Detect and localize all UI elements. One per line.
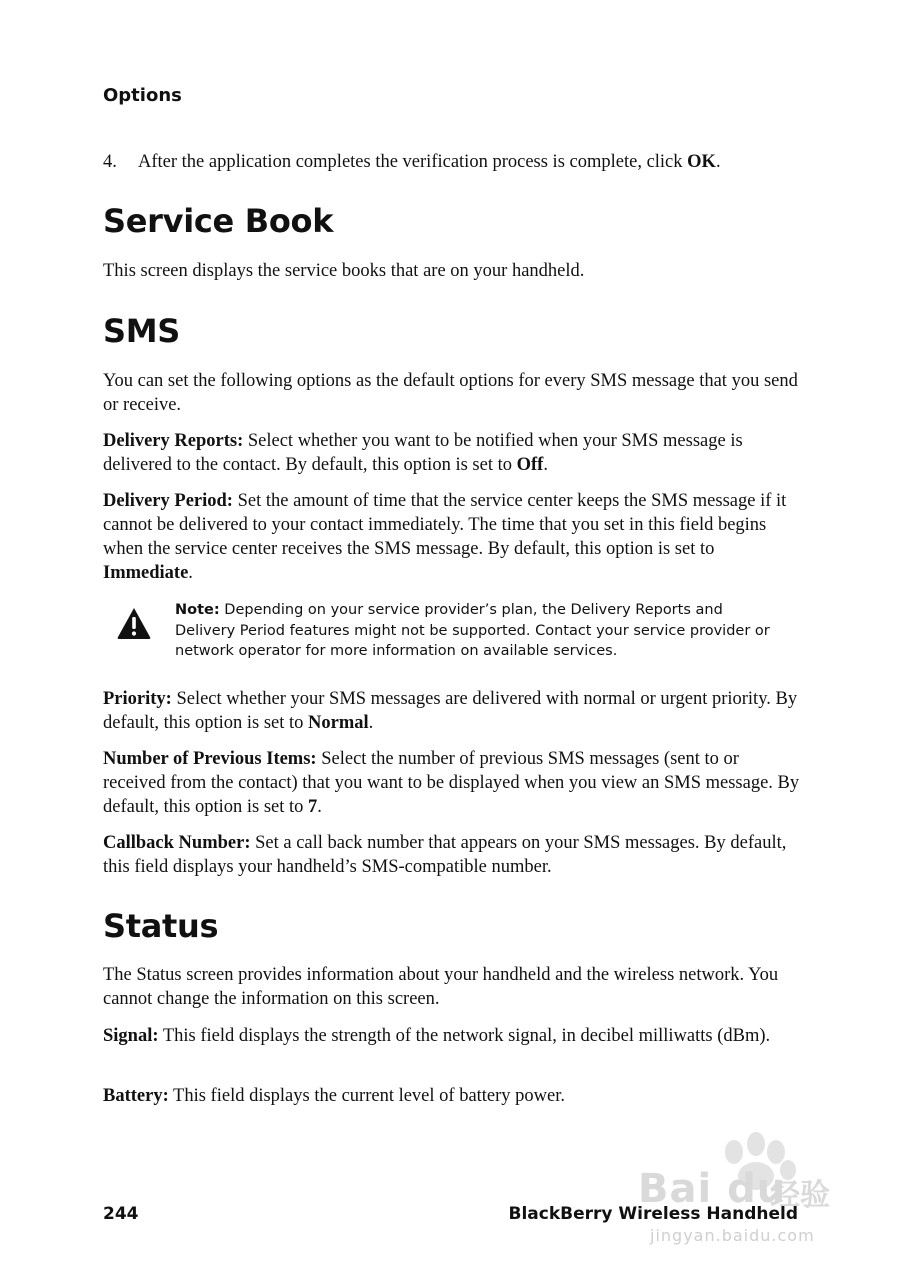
signal-paragraph: Signal: This field displays the strength of the network signal, in decibel milliwatts (dBm). xyxy=(103,1026,771,1046)
status-intro: The Status screen provides information about your handheld and the wireless network. You cannot change the information on this screen. xyxy=(103,965,779,1009)
watermark-cn: 经验 xyxy=(770,1178,830,1213)
delivery-period-paragraph: Delivery Period: Set the amount of time that the service center keeps the SMS message if it cannot be delivered to your contact immediately. The time that you set in this field begins when the service center receives the SMS message. By default, this option is set to Immediate. xyxy=(103,491,787,583)
delivery-reports-paragraph: Delivery Reports: Select whether you want to be notified when your SMS message is delivered to the contact. By default, this option is set to Off. xyxy=(103,431,743,475)
service-book-text: This screen displays the service books that are on your handheld. xyxy=(103,261,585,281)
page-number: 244 xyxy=(103,1204,139,1224)
heading-sms: SMS xyxy=(103,312,181,350)
callback-number-paragraph: Callback Number: Set a call back number that appears on your SMS messages. By default, this field displays your handheld’s SMS-compatible number. xyxy=(103,833,787,877)
book-title: BlackBerry Wireless Handheld xyxy=(508,1204,798,1224)
running-header: Options xyxy=(103,85,182,106)
watermark-logo: Bai du xyxy=(638,1166,787,1212)
battery-paragraph: Battery: This field displays the current level of battery power. xyxy=(103,1086,566,1106)
step-number: 4. xyxy=(103,152,117,172)
sms-intro: You can set the following options as the default options for every SMS message that you send or receive. xyxy=(103,371,798,415)
warning-icon xyxy=(116,606,152,640)
step-text: After the application completes the verification process is complete, click OK. xyxy=(138,152,721,172)
note-text: Note: Depending on your service provider’s plan, the Delivery Reports and Delivery Period features might not be supported. Contact your service provider or network operator for more information on available services. xyxy=(175,602,770,659)
heading-status: Status xyxy=(103,907,219,945)
watermark-url: jingyan.baidu.com xyxy=(650,1226,815,1245)
previous-items-paragraph: Number of Previous Items: Select the number of previous SMS messages (sent to or received from the contact) that you want to be displayed when you view an SMS message. By default, this option is set to 7. xyxy=(103,749,800,817)
priority-paragraph: Priority: Select whether your SMS messages are delivered with normal or urgent priority. By default, this option is set to Normal. xyxy=(103,689,798,733)
heading-service-book: Service Book xyxy=(103,202,334,240)
